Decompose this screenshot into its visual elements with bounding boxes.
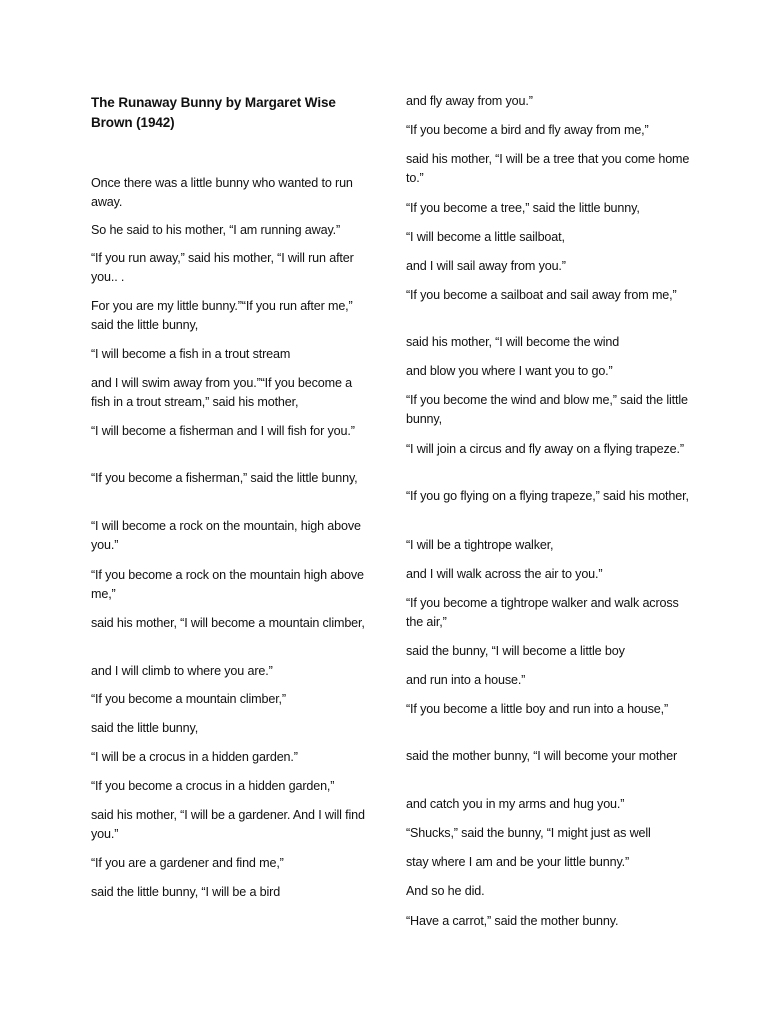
document-title: The Runaway Bunny by Margaret Wise Brown (1942) (91, 95, 336, 130)
paragraph: and I will sail away from you.” (406, 259, 566, 273)
paragraph: “If you become a fisherman,” said the little bunny, (91, 471, 358, 485)
paragraph: “Have a carrot,” said the mother bunny. (406, 914, 619, 928)
paragraph: “I will be a crocus in a hidden garden.” (91, 750, 298, 764)
paragraph: And so he did. (406, 884, 485, 898)
paragraph: and I will walk across the air to you.” (406, 567, 603, 581)
paragraph: said his mother, “I will become the wind (406, 335, 620, 349)
paragraph: “If you become a rock on the mountain high above me,” (91, 568, 364, 601)
paragraph: said his mother, “I will be a tree that you come home to.” (406, 152, 690, 185)
paragraph: “If you become a mountain climber,” (91, 692, 286, 706)
paragraph: and I will climb to where you are.” (91, 664, 273, 678)
paragraph: “If you become a tree,” said the little bunny, (406, 201, 640, 215)
paragraph: stay where I am and be your little bunny.” (406, 855, 630, 869)
paragraph: and I will swim away from you.”“If you become a fish in a trout stream,” said his mother, (91, 376, 353, 409)
paragraph: “Shucks,” said the bunny, “I might just as well (406, 826, 651, 840)
paragraph: said the mother bunny, “I will become your mother (406, 749, 678, 763)
paragraph: “I will become a fisherman and I will fish for you.” (91, 424, 355, 438)
paragraph: said the bunny, “I will become a little boy (406, 644, 625, 658)
paragraph: “If you run away,” said his mother, “I will run after you.. . (91, 251, 354, 284)
paragraph: “I will join a circus and fly away on a flying trapeze.” (406, 442, 684, 456)
paragraph: said his mother, “I will be a gardener. And I will find you.” (91, 808, 365, 841)
paragraph: and catch you in my arms and hug you.” (406, 797, 625, 811)
paragraph: and fly away from you.” (406, 94, 533, 108)
paragraph: “I will be a tightrope walker, (406, 538, 554, 552)
paragraph: said the little bunny, (91, 721, 199, 735)
paragraph: “If you become a tightrope walker and walk across the air,” (406, 596, 679, 629)
paragraph: “If you become a crocus in a hidden garden,” (91, 779, 335, 793)
paragraph: For you are my little bunny.”“If you run after me,” said the little bunny, (91, 299, 353, 332)
paragraph: and blow you where I want you to go.” (406, 364, 613, 378)
paragraph: said his mother, “I will become a mountain climber, (91, 616, 365, 630)
paragraph: “I will become a fish in a trout stream (91, 347, 291, 361)
paragraph: “If you become a sailboat and sail away from me,” (406, 288, 677, 302)
paragraph: “If you go flying on a flying trapeze,” said his mother, (406, 489, 689, 503)
paragraph: Once there was a little bunny who wanted to run away. (91, 176, 353, 209)
paragraph: said the little bunny, “I will be a bird (91, 885, 281, 899)
paragraph: “If you become the wind and blow me,” said the little bunny, (406, 393, 688, 426)
paragraph: “If you are a gardener and find me,” (91, 856, 284, 870)
paragraph: So he said to his mother, “I am running away.” (91, 223, 341, 237)
paragraph: “If you become a bird and fly away from me,” (406, 123, 649, 137)
paragraph: “I will become a rock on the mountain, high above you.” (91, 519, 361, 552)
paragraph: “If you become a little boy and run into a house,” (406, 702, 669, 716)
paragraph: and run into a house.” (406, 673, 526, 687)
paragraph: “I will become a little sailboat, (406, 230, 565, 244)
